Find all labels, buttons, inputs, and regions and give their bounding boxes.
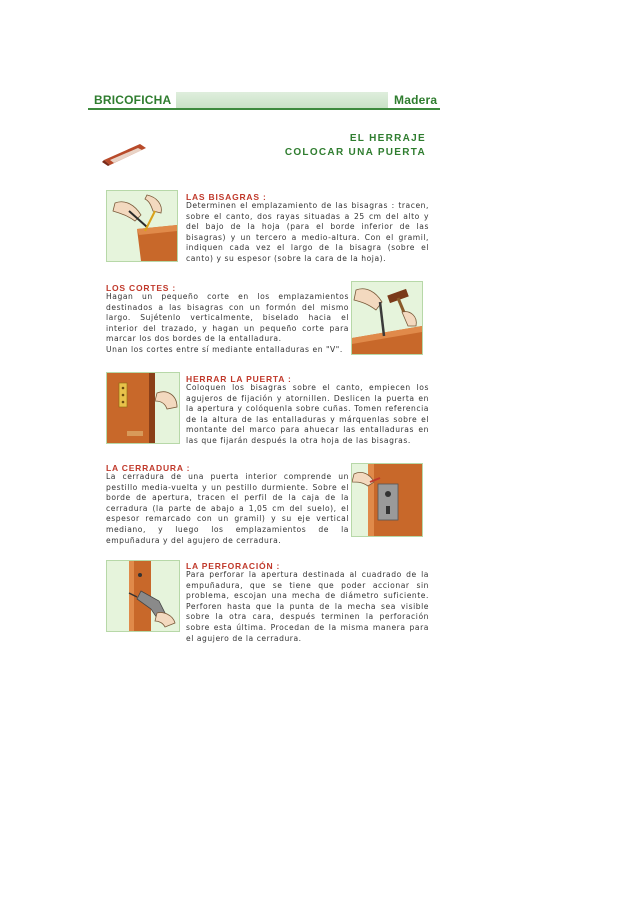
perforacion-text: Para perforar la apertura destinada al cuadrado de la empuñadura, que se tiene que poder accionar sin problema, escojan una mecha de diámetro suficiente. Perforen hasta que la punta de la mecha sea visible sobre la otra cara, después terminen la perforación sobre esta última. Procedan de la misma manera para el agujero de la cerradura. [186,570,429,643]
chisel-icon [100,138,150,168]
bisagras-text: Determinen el emplazamiento de las bisagras : tracen, sobre el canto, dos rayas situadas a 25 cm del alto y del bajo de la hoja (para el borde inferior de las bisagras) y un tercero a medio-altura. Con el gramil, indiquen cada vez el largo de la bisagra (sobre el canto) y su espesor (sobre la cara de la hoja). [186,201,429,263]
perforacion-heading: LA PERFORACIÓN : [186,561,281,571]
drill-illustration [106,560,180,632]
lock-illustration [351,463,423,537]
header-rule [88,108,440,110]
header-band [88,92,440,110]
cortes-text-2: Unan los cortes entre sí mediante entalladuras en "V". [106,345,343,354]
herrar-text: Coloquen los bisagras sobre el canto, empiecen los agujeros de fijación y atornillen. Deslicen la puerta en la apertura y colóquenla sobre cuñas. Tomen referencia de la altura de las entalladuras y márquenlas sobre el montante del marco para ahuecar las entalladuras en las que fijarán después la otra hoja de las bisagras. [186,383,429,445]
herrar-heading: HERRAR LA PUERTA : [186,374,292,384]
bisagras-heading: LAS BISAGRAS : [186,192,267,202]
header-left-label: BRICOFICHA [94,93,172,107]
cortes-text: Hagan un pequeño corte en los emplazamientos destinados a las bisagras con un formón del mismo largo. Sujétenlo verticalmente, biselado hacia el interior del trazado, y hagan un pequeño corte para marcar los dos bordes de la entalladura. [106,292,349,344]
cerradura-heading: LA CERRADURA : [106,463,191,473]
title-line1: EL HERRAJE [349,133,426,144]
cerradura-text: La cerradura de una puerta interior comprende un pestillo media-vuelta y un pestillo durmiente. Sobre el borde de apertura, tracen el perfil de la caja de la cerradura (la parte de abajo a 1,05 cm del suelo), el espesor remarcado con un gramil) y su eje vertical mediano, y luego los emplazamientos de la empuñadura y del agujero de cerradura. [106,472,349,545]
hinge-illustration [106,372,180,444]
cortes-heading: LOS CORTES : [106,283,177,293]
marking-illustration [106,190,178,262]
header-right-label: Madera [394,93,438,107]
chisel-cut-illustration [351,281,423,355]
title-line2: COLOCAR UNA PUERTA [284,147,426,158]
